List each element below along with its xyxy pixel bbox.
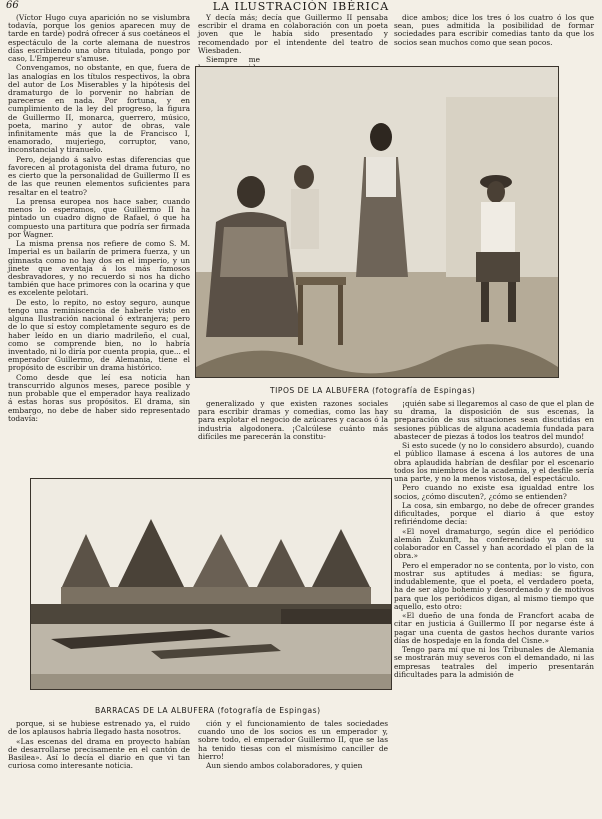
text-column-left-bottom	[8, 720, 190, 810]
text-column-right-top	[394, 14, 594, 60]
paragraph: dice ambos; dice los tres ó los cuatro ó los que sean, pues admitida la posibilidad de formar sociedades para escribir comedias tanto da que los socios sean muchos como que sean pocos.	[394, 13, 594, 47]
paragraph: Convengamos, no obstante, en que, fuera de las analogías en los títulos respectivos, la obra del autor de Los Miserables y la hipótesis del dramaturgo de lo porvenir no habrían de parecerse en nada. Por fortuna, y en cumplimiento de la ley del progreso, la figura de Guillermo II, monarca, guerrero, músico, poeta, marino y autor de obras, vale infinitamente más que la de Francisco I, enamorado, mujeriego, corruptor, vano, inconstancial y tiranuelo.	[8, 63, 190, 155]
text-column-middle-bottom	[198, 720, 388, 810]
paragraph: generalizado y que existen razones sociales para escribir dramas y comedias, como las hay para explotar el negocio de azúcares y cacaos ó la industria algodonera. ¡Calcúlese cuánto más difíciles me parecerán la constitu-	[198, 399, 388, 441]
paragraph: ción y el funcionamiento de tales sociedades cuando uno de los socios es un emperador y, sobre todo, el emperador Guillermo II, que se las ha tenido tiesas con el mismísimo canciller de hierro!	[198, 719, 388, 761]
paragraph: Pero cuando no existe esa igualdad entre los socios, ¿cómo discuten?, ¿cómo se entienden?	[394, 483, 594, 501]
photo-caption-bottom: BARRACAS DE LA ALBUFERA (fotografía de Espingas)	[95, 706, 321, 715]
paragraph: Tengo para mí que ni los Tribunales de Alemania se mostrarán muy severos con el demandado, ni las empresas teatrales del imperio presentarán dificultades para la admisión de	[394, 645, 594, 679]
paragraph: La misma prensa nos refiere de como S. M. Imperial es un bailarín de primera fuerza, y un gimnasta como no hay dos en el imperio, y un jinete que aventaja á los más famosos desbravadores, y no recuerdo si nos ha dicho también que hace primores con la ocarina y que es excelente pelotari.	[8, 239, 190, 298]
photo-tipos-albufera	[195, 66, 559, 378]
paragraph: (Víctor Hugo cuya aparición no se vislumbra todavía, porque los genios aparecen muy de tarde en tarde) podrá ofrecer á sus coetáneos el espectáculo de la corte alemana de nuestros días escribiendo una obra titulada, pongo por caso, L'Empereur s'amuse.	[8, 13, 190, 64]
paragraph: Pero, dejando á salvo estas diferencias que favorecen al protagonista del drama futuro, no es cierto que la personalidad de Guillermo II es de las que reunen elementos suficientes para resaltar en el teatro?	[8, 154, 190, 197]
text-column-left-top	[8, 13, 190, 423]
paragraph: «El dueño de una fonda de Francfort acaba de citar en justicia á Guillermo II por negarse éste á pagar una cuenta de gastos hechos durante varios días de hospedaje en la fonda del Cisne.»	[394, 611, 594, 645]
photo-barracas-albufera	[30, 478, 392, 690]
paragraph: La cosa, sin embargo, no debe de ofrecer grandes dificultades, porque el diario á que estoy refiriéndome decía:	[394, 501, 594, 527]
paragraph: «Las escenas del drama en proyecto habían de desarrollarse precisamente en el cantón de Basilea». Así lo decía el diario en que vi tan curiosa como interesante noticia.	[8, 736, 190, 771]
paragraph: La prensa europea nos hace saber, cuando menos lo esperamos, que Guillermo II ha pintado un cuadro digno de Rafael, ó que ha compuesto una partitura que podría ser firmada por Wagner.	[8, 197, 190, 239]
publication-title: LA ILUSTRACIÓN IBÉRICA	[212, 0, 390, 13]
paragraph: Si esto sucede (y no lo considero absurdo), cuando el público llamase á escena á los autores de una obra aplaudida habrían de desfilar por el escenario todos los miembros de la academia, y el desfile sería una parte, y no la menos vistosa, del espectáculo.	[394, 441, 594, 484]
page-header	[0, 0, 602, 14]
paragraph: Como desde que leí esa noticia han transcurrido algunos meses, parece posible y nun probable que el emperador haya realizado á estas horas sus propósitos. El drama, sin embargo, no debe de haber sido representado todavía:	[8, 372, 190, 423]
paragraph: ¡quién sabe si llegaremos al caso de que el plan de su drama, la disposición de sus escenas, la preparación de sus situaciones sean discutidas en sesiones públicas de alguna academia fundada para abastecer de piezas á todos los teatros del mundo!	[394, 399, 594, 441]
paragraph: De esto, lo repito, no estoy seguro, aunque tengo una reminiscencia de haberle visto en alguna Ilustración nacional ó extranjera; pero de lo que sí estoy completamente seguro es de haber leído en un diario madrileño, el cual, como se comprende bien, no lo habría inventado, ni lo diría por cuenta propia, que... el emperador Guillermo, de Alemania, tiene el propósito de escribir un drama histórico.	[8, 297, 190, 373]
paragraph: Siempre me	[206, 55, 260, 64]
photo-caption-top: TIPOS DE LA ALBUFERA (fotografía de Espingas)	[270, 386, 476, 395]
paragraph: Pero el emperador no se contenta, por lo visto, con mostrar sus aptitudes á medias: se figura, indudablemente, que el poeta, el verdadero poeta, ha de ser algo bohemio y desordenado y de motivos para que los periódicos digan, al mismo tiempo que aquello, esto otro:	[394, 560, 594, 611]
page-number: 66	[6, 0, 19, 11]
paragraph: «El novel dramaturgo, según dice el periódico alemán Zukunft, ha conferenciado ya con su colaborador en Cassel y han acordado el plan de la obra.»	[394, 526, 594, 561]
paragraph: porque, si se hubiese estrenado ya, el ruido de los aplausos habría llegado hasta nosotros.	[8, 719, 190, 737]
text-column-right-mid	[394, 400, 594, 810]
text-column-middle-mid	[198, 400, 388, 470]
text-column-middle-top	[198, 14, 388, 54]
paragraph: Aun siendo ambos colaboradores, y quien	[206, 761, 363, 771]
paragraph: Y decía más; decía que Guillermo II pensaba escribir el drama en colaboración con un poeta joven que le había sido presentado y recomendado por el intendente del teatro de Wiesbaden.	[198, 13, 388, 55]
